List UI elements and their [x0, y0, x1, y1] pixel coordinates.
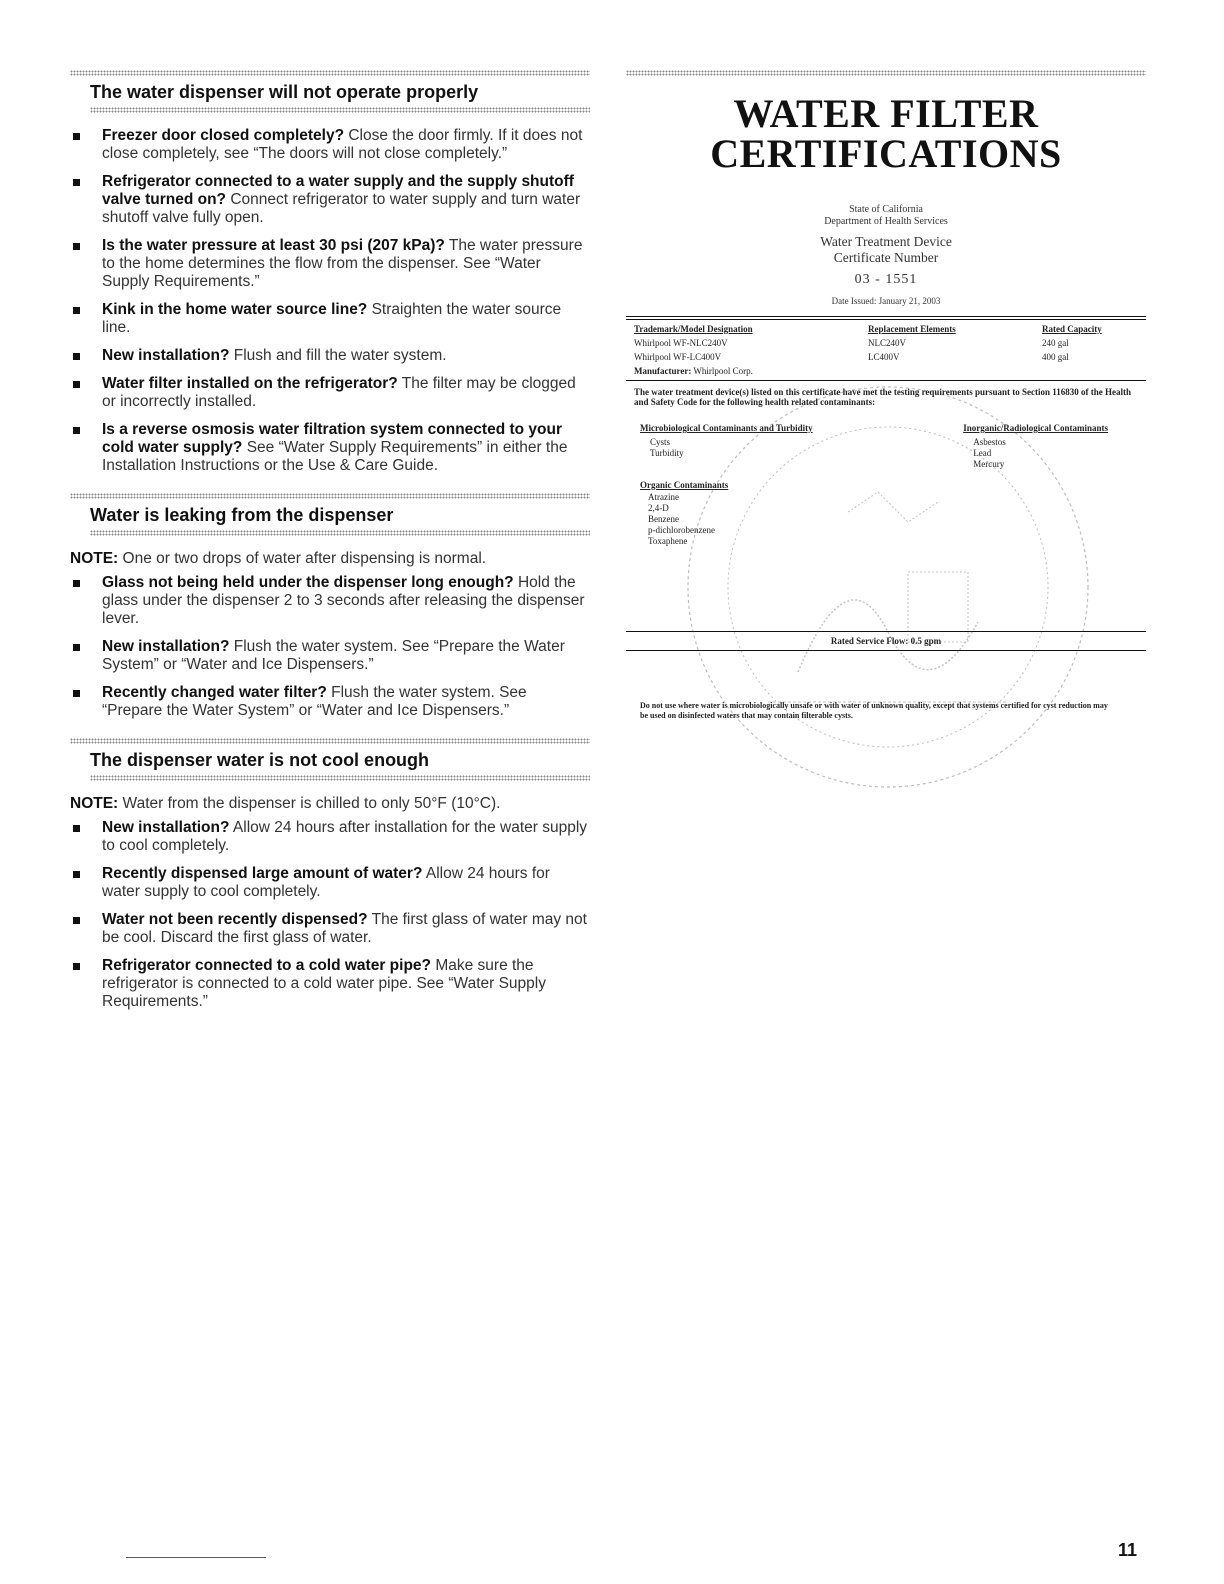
section-header [70, 70, 590, 113]
group-heading: Organic Contaminants [640, 480, 729, 490]
list-item: Water not been recently dispensed? The first glass of water may not be cool. Discard the first glass of water. [70, 911, 590, 947]
list-item: Is the water pressure at least 30 psi (207 kPa)? The water pressure to the home determines the flow from the dispenser. See “Water Supply Requirements.” [70, 237, 590, 291]
note: NOTE: One or two drops of water after dispensing is normal. [70, 550, 487, 567]
footer-rule [126, 1557, 266, 1558]
certificate-header [626, 204, 1146, 306]
page-title: WATER FILTER CERTIFICATIONS [710, 91, 1062, 176]
dotted-rule [70, 738, 590, 744]
certificate-body [626, 316, 1146, 721]
table-cell: NLC240V [868, 338, 906, 348]
list-item: New installation? Allow 24 hours after installation for the water supply to cool completely. [70, 819, 590, 855]
certification-statement: The water treatment device(s) listed on this certificate have met the testing requirements pursuant to Section 116830 of the Health and Safety Code for the following health related contaminants: [634, 387, 1132, 407]
table-cell: 240 gal [1042, 338, 1069, 348]
list-item: Atrazine [648, 492, 679, 502]
department-name: Department of Health Services [824, 216, 948, 227]
problem-list [70, 819, 590, 1011]
section-water-not-cool [70, 738, 590, 1011]
dotted-rule [70, 493, 590, 499]
dotted-rule [626, 70, 1146, 76]
disclaimer: Do not use where water is microbiologically unsafe or with water of unknown quality, except that systems certified for cyst reduction may be used on disinfected waters that may contain filterable cysts. [640, 701, 1108, 720]
rated-service-flow: Rated Service Flow: 0.5 gpm [830, 636, 942, 646]
group-heading: Microbiological Contaminants and Turbidity [640, 423, 813, 433]
list-item: New installation? Flush and fill the water system. [70, 347, 590, 365]
list-item: Lead [973, 448, 992, 458]
certificate-number: 03 - 1551 [854, 272, 918, 287]
dotted-rule [70, 70, 590, 76]
model-table [626, 320, 1146, 362]
group-heading: Inorganic/Radiological Contaminants [963, 423, 1108, 433]
inorganic-group [963, 423, 1108, 470]
list-item: Refrigerator connected to a water supply and the supply shutoff valve turned on? Connect refrigerator to water supply and turn water shutoff valve fully open. [70, 173, 590, 227]
table-header: Replacement Elements [868, 324, 956, 334]
organic-group [626, 470, 1146, 547]
contaminant-groups [626, 413, 1146, 470]
list-item: Cysts [650, 437, 671, 447]
list-item: Mercury [973, 459, 1005, 469]
list-item: Freezer door closed completely? Close the door firmly. If it does not close completely, see “The doors will not close completely.” [70, 127, 590, 163]
list-item: Turbidity [650, 448, 684, 458]
table-cell: Whirlpool WF-LC400V [634, 352, 722, 362]
date-issued: Date Issued: January 21, 2003 [831, 296, 941, 306]
problem-list [70, 574, 590, 720]
micro-group [640, 423, 813, 470]
section-dispenser-leaking [70, 493, 590, 720]
list-item: 2,4-D [648, 503, 669, 513]
device-line-1: Water Treatment Device [820, 234, 952, 249]
section-title: The water dispenser will not operate properly [90, 82, 479, 102]
list-item: Recently dispensed large amount of water? Allow 24 hours for water supply to cool completely. [70, 865, 590, 901]
list-item: Asbestos [973, 437, 1006, 447]
table-cell: LC400V [868, 352, 900, 362]
table-cell: Whirlpool WF-NLC240V [634, 338, 728, 348]
rule [626, 650, 1146, 651]
section-dispenser-not-operating [70, 70, 590, 475]
note: NOTE: Water from the dispenser is chilled to only 50°F (10°C). [70, 795, 501, 812]
troubleshooting-column [70, 70, 590, 1029]
dotted-rule [90, 775, 590, 781]
table-header: Rated Capacity [1042, 324, 1102, 334]
list-item: Water filter installed on the refrigerator? The filter may be clogged or incorrectly installed. [70, 375, 590, 411]
section-title: The dispenser water is not cool enough [90, 750, 430, 770]
problem-list [70, 127, 590, 475]
section-header [70, 738, 590, 781]
list-item: Kink in the home water source line? Straighten the water source line. [70, 301, 590, 337]
section-title: Water is leaking from the dispenser [90, 505, 394, 525]
list-item: Toxaphene [648, 536, 688, 546]
certification-column [626, 70, 1146, 721]
list-item: Is a reverse osmosis water filtration system connected to your cold water supply? See “Water Supply Requirements” in either the Installation Instructions or the Use & Care Guide. [70, 421, 590, 475]
dotted-rule [90, 107, 590, 113]
table-cell: 400 gal [1042, 352, 1069, 362]
page-number: 11 [1118, 1540, 1138, 1560]
list-item: New installation? Flush the water system. See “Prepare the Water System” or “Water and Ice Dispensers.” [70, 638, 590, 674]
list-item: Benzene [648, 514, 679, 524]
list-item: Refrigerator connected to a cold water pipe? Make sure the refrigerator is connected to a cold water pipe. See “Water Supply Requirements.” [70, 957, 590, 1011]
list-item: p-dichlorobenzene [648, 525, 715, 535]
list-item: Recently changed water filter? Flush the water system. See “Prepare the Water System” or “Water and Ice Dispensers.” [70, 684, 590, 720]
table-header: Trademark/Model Designation [634, 324, 753, 334]
state-name: State of California [849, 204, 923, 215]
device-line-2: Certificate Number [833, 250, 939, 265]
list-item: Glass not being held under the dispenser long enough? Hold the glass under the dispenser 2 to 3 seconds after releasing the dispenser lever. [70, 574, 590, 628]
manufacturer: Manufacturer: Whirlpool Corp. [634, 366, 753, 376]
dotted-rule [90, 530, 590, 536]
section-header [70, 493, 590, 536]
